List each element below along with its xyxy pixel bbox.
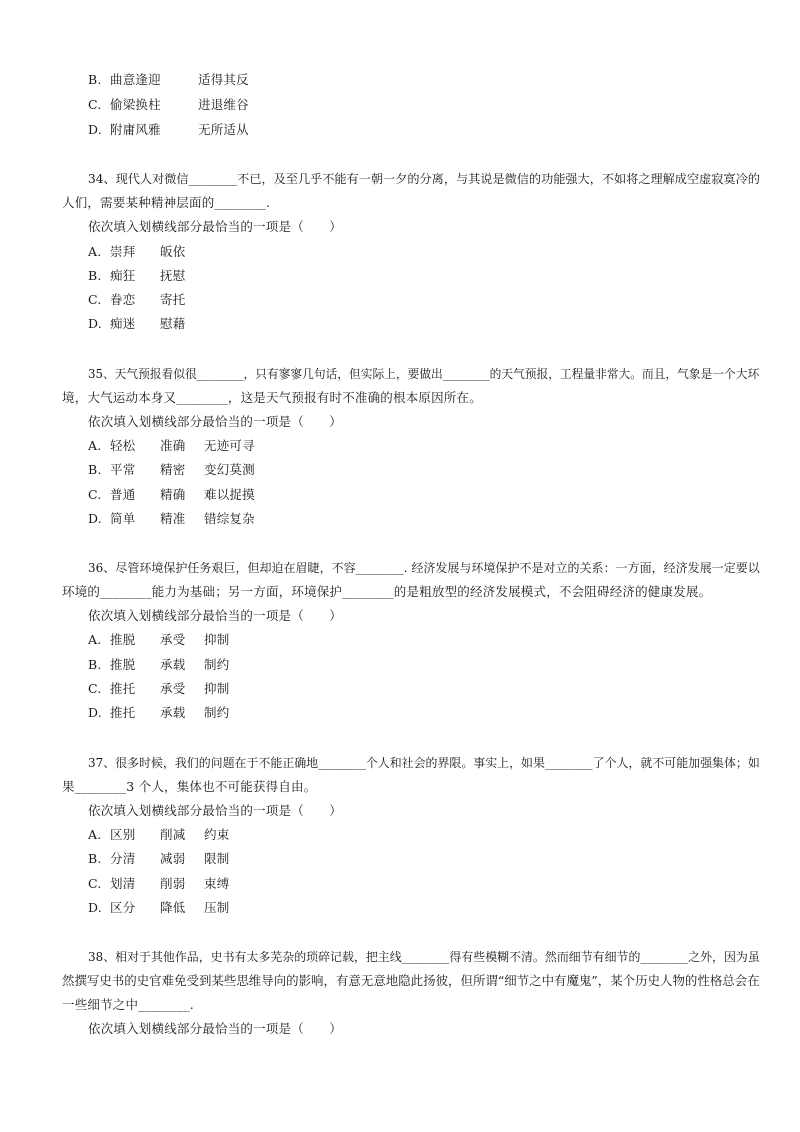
- option-a: A. 区别 削减 约束: [88, 827, 230, 842]
- option-b: B. 曲意逢迎 适得其反: [88, 72, 249, 87]
- option-d: D. 推托 承载 制约: [88, 705, 230, 720]
- option-b: B. 推脱 承载 制约: [88, 657, 230, 672]
- question-prompt: 依次填入划横线部分最恰当的一项是（ ）: [88, 608, 343, 623]
- option-c: C. 划清 削弱 束缚: [88, 876, 230, 891]
- question-stem: 34、现代人对微信________不已，及至几乎不能有一朝一夕的分离，与其说是微信的功能强大，不如将之理解成空虚寂寞冷的: [88, 172, 760, 186]
- question-stem: 36、尽管环境保护任务艰巨，但却迫在眉睫，不容________. 经济发展与环境保护不是对立的关系：一方面，经济发展一定要以: [88, 561, 760, 575]
- question-stem: 一些细节之中________.: [62, 997, 194, 1012]
- option-c: C. 推托 承受 抑制: [88, 681, 230, 696]
- question-stem: 人们，需要某种精神层面的________.: [62, 195, 271, 210]
- option-d: D. 区分 降低 压制: [88, 900, 230, 915]
- question-prompt: 依次填入划横线部分最恰当的一项是（ ）: [88, 803, 343, 818]
- option-d: D. 附庸风雅 无所适从: [88, 122, 249, 137]
- question-stem: 35、天气预报看似很________，只有寥寥几句话，但实际上，要做出________的天气预报，工程量非常大。而且，气象是一个大环: [88, 367, 760, 381]
- option-c: C. 普通 精确 难以捉摸: [88, 487, 255, 502]
- option-a: A. 轻松 准确 无迹可寻: [88, 438, 255, 453]
- option-d: D. 简单 精准 错综复杂: [88, 511, 255, 526]
- question-stem: 37、很多时候，我们的问题在于不能正确地________个人和社会的界限。事实上，如果________了个人，就不可能加强集体；如: [88, 756, 760, 770]
- question-stem: 境，大气运动本身又________，这是天气预报有时不准确的根本原因所在。: [62, 390, 482, 405]
- question-stem: 环境的________能力为基础；另一方面，环境保护________的是粗放型的经济发展模式，不会阻碍经济的健康发展。: [62, 584, 712, 599]
- option-a: A. 崇拜 皈依: [88, 244, 186, 259]
- question-stem: 38、相对于其他作品，史书有太多芜杂的琐碎记载，把主线________得有些模糊不清。然而细节有细节的________之外，因为虽: [88, 950, 760, 964]
- question-prompt: 依次填入划横线部分最恰当的一项是（ ）: [88, 1021, 343, 1036]
- option-b: B. 痴狂 抚慰: [88, 268, 186, 283]
- question-prompt: 依次填入划横线部分最恰当的一项是（ ）: [88, 219, 343, 234]
- question-stem: 然撰写史书的史官难免受到某些思维导向的影响，有意无意地隐此扬彼，但所谓“细节之中有魔鬼”，某个历史人物的性格总会在: [62, 973, 760, 988]
- option-c: C. 偷梁换柱 进退维谷: [88, 97, 249, 112]
- option-c: C. 眷恋 寄托: [88, 292, 186, 307]
- option-b: B. 分清 减弱 限制: [88, 851, 230, 866]
- option-d: D. 痴迷 慰藉: [88, 316, 186, 331]
- question-prompt: 依次填入划横线部分最恰当的一项是（ ）: [88, 414, 343, 429]
- question-stem: 果________3 个人，集体也不可能获得自由。: [62, 779, 317, 794]
- option-b: B. 平常 精密 变幻莫测: [88, 462, 255, 477]
- option-a: A. 推脱 承受 抑制: [88, 632, 230, 647]
